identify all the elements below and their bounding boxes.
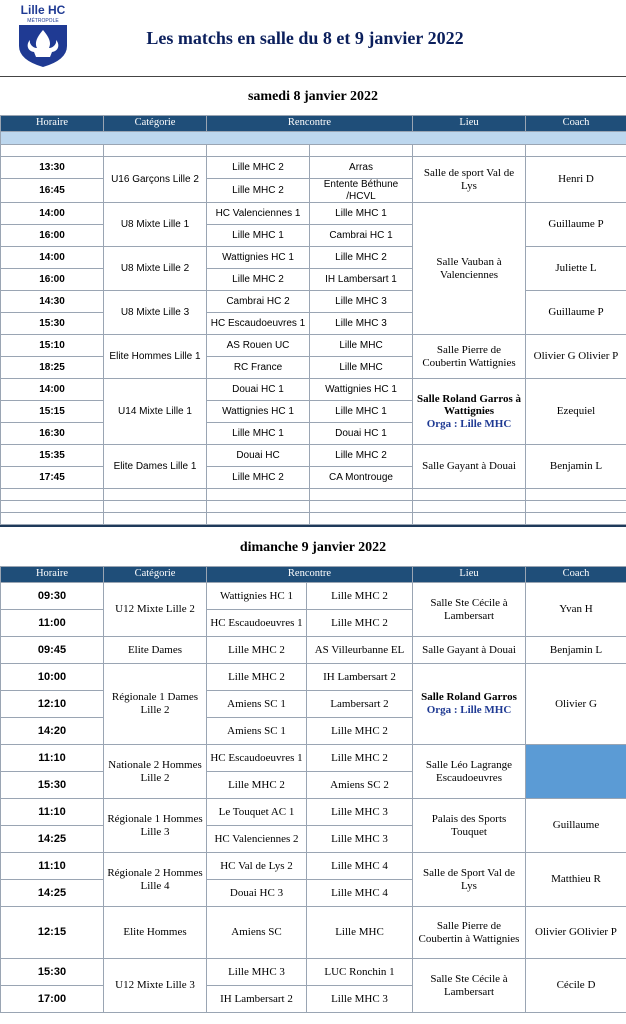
home-team: Wattignies HC 1	[207, 583, 307, 610]
away-team: Lambersart 2	[307, 691, 413, 718]
home-team: Lille MHC 2	[207, 637, 307, 664]
home-team: HC Valenciennes 2	[207, 826, 307, 853]
match-category: Régionale 2 Hommes Lille 4	[104, 853, 207, 907]
venue-cell	[413, 379, 526, 445]
match-time: 15:30	[1, 313, 104, 335]
match-time: 16:45	[1, 179, 104, 203]
venue: Salle Léo Lagrange Escaudoeuvres	[413, 745, 526, 799]
match-time: 14:30	[1, 291, 104, 313]
venue: Salle Roland Garros	[421, 691, 517, 704]
venue: Palais des Sports Touquet	[413, 799, 526, 853]
section-divider	[0, 525, 626, 527]
match-time: 11:10	[1, 853, 104, 880]
table-row	[1, 445, 626, 467]
venue: Salle Vauban à Valenciennes	[413, 203, 526, 335]
match-time: 10:00	[1, 664, 104, 691]
lille-hc-logo	[14, 2, 72, 68]
home-team: HC Val de Lys 2	[207, 853, 307, 880]
col-categorie: Catégorie	[104, 116, 207, 132]
away-team: LUC Ronchin 1	[307, 959, 413, 986]
match-time: 14:25	[1, 826, 104, 853]
away-team: Lille MHC 1	[310, 203, 413, 225]
venue: Salle de sport Val de Lys	[413, 157, 526, 203]
match-time: 12:15	[1, 907, 104, 959]
col-coach: Coach	[526, 567, 626, 583]
away-team: Arras	[310, 157, 413, 179]
sunday-table	[0, 566, 626, 1013]
col-lieu: Lieu	[413, 567, 526, 583]
match-time: 16:30	[1, 423, 104, 445]
col-categorie: Catégorie	[104, 567, 207, 583]
home-team: RC France	[207, 357, 310, 379]
home-team: Wattignies HC 1	[207, 401, 310, 423]
col-rencontre: Rencontre	[207, 567, 413, 583]
table-row	[1, 203, 626, 225]
venue: Salle Gayant à Douai	[413, 445, 526, 489]
venue: Salle Roland Garros à Wattignies	[416, 392, 521, 418]
match-category: Régionale 1 Hommes Lille 3	[104, 799, 207, 853]
home-team: Lille MHC 1	[207, 423, 310, 445]
match-category: Régionale 1 Dames Lille 2	[104, 664, 207, 745]
logo-text: Lille HC	[20, 3, 66, 17]
home-team: Lille MHC 1	[207, 225, 310, 247]
match-time: 09:45	[1, 637, 104, 664]
match-time: 11:10	[1, 799, 104, 826]
home-team: Douai HC 1	[207, 379, 310, 401]
venue: Salle Ste Cécile à Lambersart	[413, 959, 526, 1013]
match-time: 12:10	[1, 691, 104, 718]
saturday-title: samedi 8 janvier 2022	[247, 89, 378, 104]
match-time: 09:30	[1, 583, 104, 610]
away-team: AS Villeurbanne EL	[307, 637, 413, 664]
home-team: HC Escaudoeuvres 1	[207, 610, 307, 637]
home-team: Le Touquet AC 1	[207, 799, 307, 826]
match-category: U14 Mixte Lille 1	[104, 379, 207, 445]
home-team: AS Rouen UC	[207, 335, 310, 357]
table-row	[1, 959, 626, 986]
table-row	[1, 664, 626, 691]
divider	[0, 76, 626, 77]
home-team: Lille MHC 2	[207, 269, 310, 291]
match-time: 18:25	[1, 357, 104, 379]
home-team: HC Escaudoeuvres 1	[207, 313, 310, 335]
match-time: 15:15	[1, 401, 104, 423]
away-team: Douai HC 1	[310, 423, 413, 445]
col-horaire: Horaire	[1, 567, 104, 583]
table-row	[1, 745, 626, 772]
match-category: U12 Mixte Lille 2	[104, 583, 207, 637]
home-team: Douai HC	[207, 445, 310, 467]
match-time: 16:00	[1, 269, 104, 291]
away-team: Lille MHC	[310, 335, 413, 357]
saturday-table	[0, 115, 626, 525]
coach: Benjamin L	[526, 445, 626, 489]
sunday-title: dimanche 9 janvier 2022	[239, 540, 387, 555]
match-time: 15:10	[1, 335, 104, 357]
match-category: Elite Dames Lille 1	[104, 445, 207, 489]
organizer: Orga : Lille MHC	[426, 704, 512, 716]
coach: Benjamin L	[526, 637, 626, 664]
coach: Henri D	[526, 157, 626, 203]
match-time: 17:00	[1, 986, 104, 1013]
table-row	[1, 335, 626, 357]
venue: Salle Gayant à Douai	[413, 637, 526, 664]
col-horaire: Horaire	[1, 116, 104, 132]
home-team: Lille MHC 2	[207, 179, 310, 203]
match-time: 15:30	[1, 959, 104, 986]
match-time: 14:20	[1, 718, 104, 745]
match-category: U16 Garçons Lille 2	[104, 157, 207, 203]
away-team: Lille MHC 2	[307, 718, 413, 745]
match-time: 15:30	[1, 772, 104, 799]
away-team: Wattignies HC 1	[310, 379, 413, 401]
table-row	[1, 291, 626, 313]
coach: Yvan H	[526, 583, 626, 637]
coach: Olivier G	[526, 664, 626, 745]
match-category: U8 Mixte Lille 2	[104, 247, 207, 291]
match-category: U8 Mixte Lille 3	[104, 291, 207, 335]
organizer: Orga : Lille MHC	[426, 417, 512, 430]
home-team: Wattignies HC 1	[207, 247, 310, 269]
match-time: 14:00	[1, 203, 104, 225]
home-team: Lille MHC 2	[207, 467, 310, 489]
match-category: U12 Mixte Lille 3	[104, 959, 207, 1013]
away-team: Lille MHC 2	[310, 445, 413, 467]
away-team: Lille MHC 4	[307, 853, 413, 880]
coach: Juliette L	[526, 247, 626, 291]
table-row	[1, 583, 626, 610]
coach: Guillaume	[526, 799, 626, 853]
away-team: IH Lambersart 1	[310, 269, 413, 291]
match-category: Elite Hommes Lille 1	[104, 335, 207, 379]
away-team: Entente Béthune /HCVL	[310, 179, 413, 203]
home-team: Cambrai HC 2	[207, 291, 310, 313]
venue: Salle Ste Cécile à Lambersart	[413, 583, 526, 637]
col-coach: Coach	[526, 116, 626, 132]
table-row	[1, 157, 626, 179]
home-team: HC Escaudoeuvres 1	[207, 745, 307, 772]
away-team: Lille MHC 2	[310, 247, 413, 269]
coach: Olivier GOlivier P	[526, 907, 626, 959]
away-team: Cambrai HC 1	[310, 225, 413, 247]
page-title: Les matchs en salle du 8 et 9 janvier 2022	[146, 28, 464, 48]
home-team: Douai HC 3	[207, 880, 307, 907]
table-row	[1, 379, 626, 401]
away-team: CA Montrouge	[310, 467, 413, 489]
match-time: 11:00	[1, 610, 104, 637]
venue-cell	[413, 664, 526, 745]
venue: Salle Pierre de Coubertin à Wattignies	[413, 907, 526, 959]
away-team: Lille MHC 3	[307, 826, 413, 853]
away-team: IH Lambersart 2	[307, 664, 413, 691]
coach	[526, 745, 626, 799]
away-team: Lille MHC 3	[307, 986, 413, 1013]
away-team: Lille MHC 1	[310, 401, 413, 423]
coach: Cécile D	[526, 959, 626, 1013]
coach: Matthieu R	[526, 853, 626, 907]
col-lieu: Lieu	[413, 116, 526, 132]
away-team: Amiens SC 2	[307, 772, 413, 799]
match-time: 14:00	[1, 247, 104, 269]
home-team: Lille MHC 2	[207, 157, 310, 179]
venue: Salle de Sport Val de Lys	[413, 853, 526, 907]
match-time: 16:00	[1, 225, 104, 247]
match-category: Elite Hommes	[104, 907, 207, 959]
coach: Guillaume P	[526, 203, 626, 247]
table-row	[1, 247, 626, 269]
match-category: Nationale 2 Hommes Lille 2	[104, 745, 207, 799]
away-team: Lille MHC 3	[307, 799, 413, 826]
table-row	[1, 907, 626, 959]
away-team: Lille MHC 4	[307, 880, 413, 907]
match-time: 17:45	[1, 467, 104, 489]
away-team: Lille MHC 2	[307, 583, 413, 610]
home-team: Lille MHC 2	[207, 772, 307, 799]
table-row	[1, 799, 626, 826]
match-time: 14:25	[1, 880, 104, 907]
home-team: Lille MHC 2	[207, 664, 307, 691]
coach: Guillaume P	[526, 291, 626, 335]
match-time: 15:35	[1, 445, 104, 467]
subheader-row	[1, 132, 626, 145]
table-row	[1, 637, 626, 664]
home-team: HC Valenciennes 1	[207, 203, 310, 225]
away-team: Lille MHC 2	[307, 610, 413, 637]
away-team: Lille MHC	[307, 907, 413, 959]
table-row	[1, 853, 626, 880]
away-team: Lille MHC	[310, 357, 413, 379]
col-rencontre: Rencontre	[207, 116, 413, 132]
home-team: Amiens SC	[207, 907, 307, 959]
venue: Salle Pierre de Coubertin Wattignies	[413, 335, 526, 379]
match-time: 11:10	[1, 745, 104, 772]
coach: Olivier G Olivier P	[526, 335, 626, 379]
match-category: U8 Mixte Lille 1	[104, 203, 207, 247]
home-team: Amiens SC 1	[207, 718, 307, 745]
away-team: Lille MHC 3	[310, 291, 413, 313]
away-team: Lille MHC 3	[310, 313, 413, 335]
home-team: Amiens SC 1	[207, 691, 307, 718]
home-team: IH Lambersart 2	[207, 986, 307, 1013]
coach: Ezequiel	[526, 379, 626, 445]
logo-subtext: MÉTROPOLE	[27, 18, 59, 24]
match-time: 13:30	[1, 157, 104, 179]
home-team: Lille MHC 3	[207, 959, 307, 986]
away-team: Lille MHC 2	[307, 745, 413, 772]
match-time: 14:00	[1, 379, 104, 401]
match-category: Elite Dames	[104, 637, 207, 664]
